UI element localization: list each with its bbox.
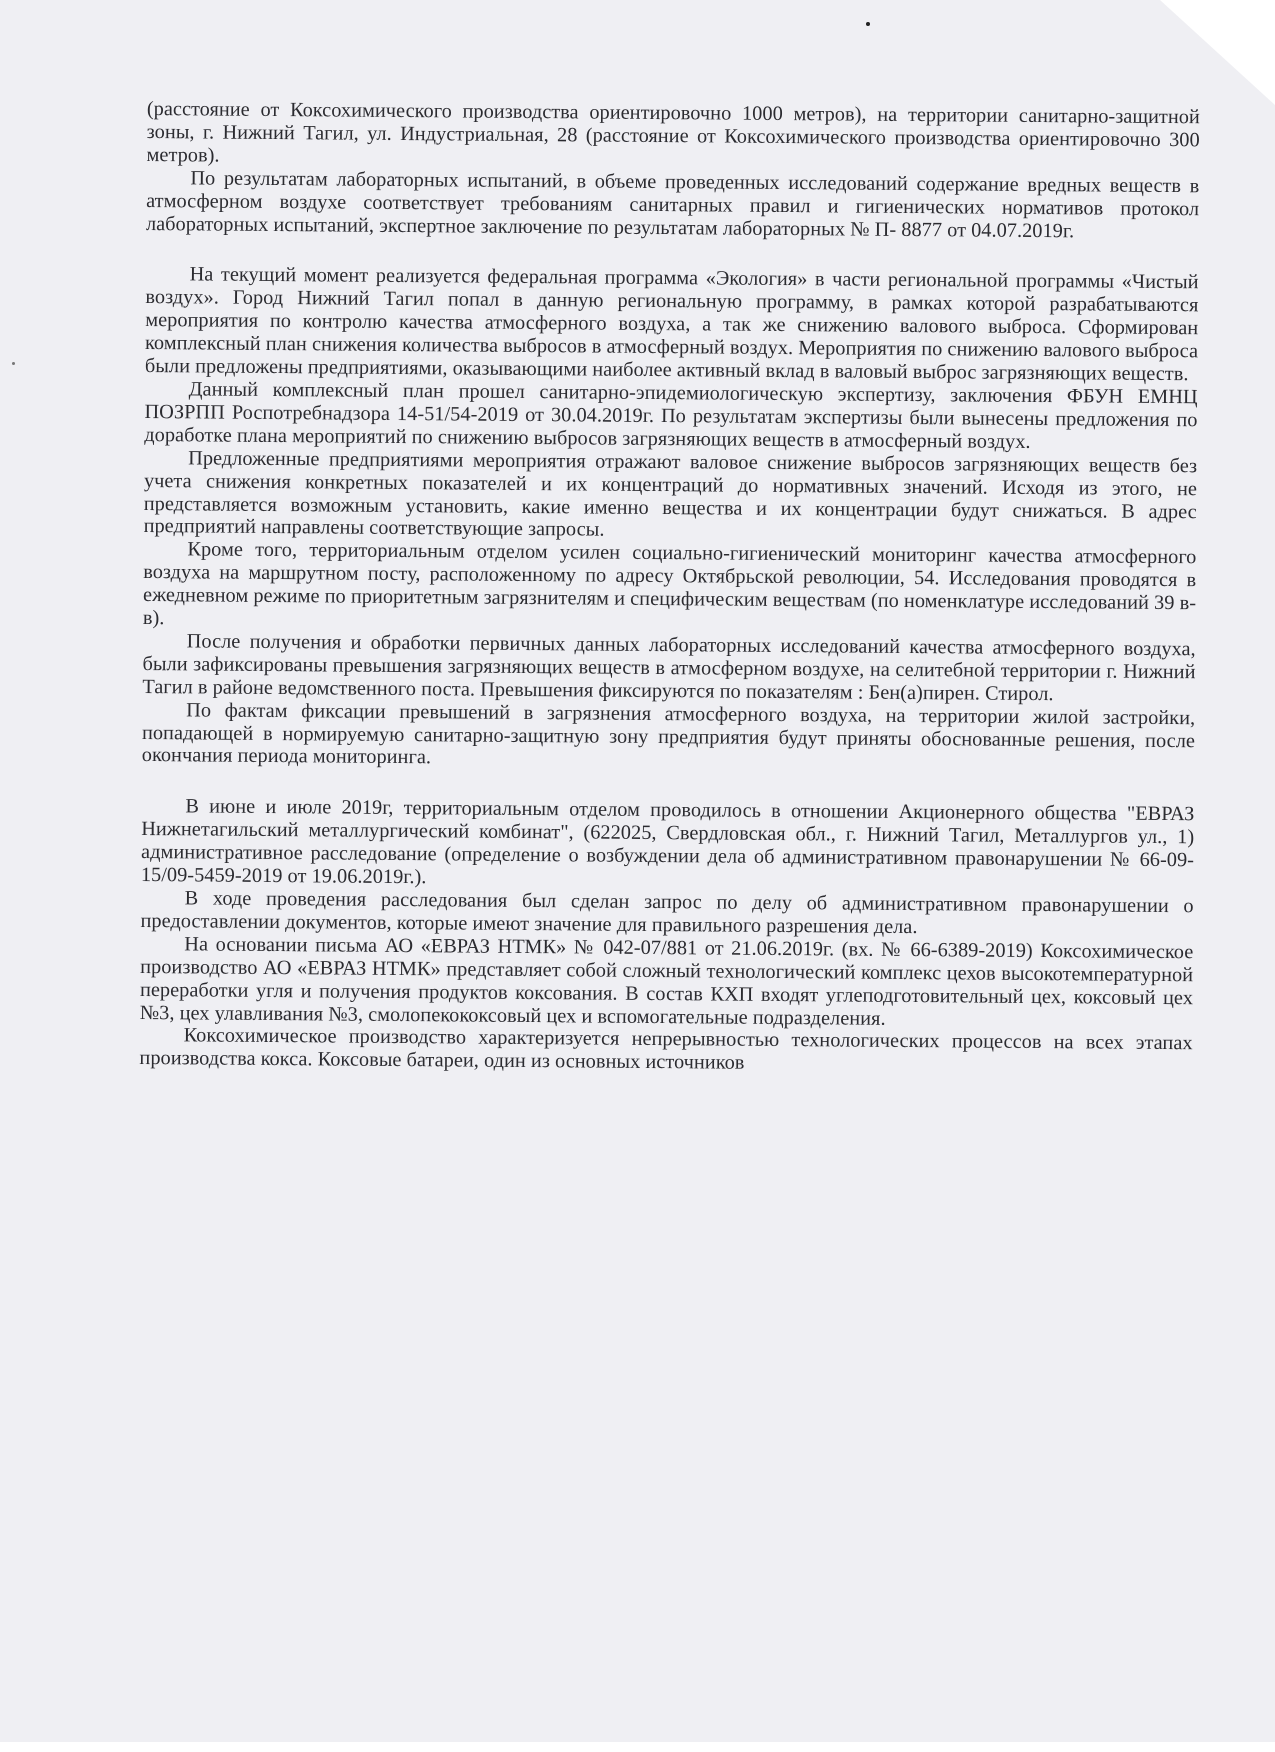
paragraph: В июне и июле 2019г, территориальным отделом проводилось в отношении Акционерного общества "ЕВРАЗ Нижнетагильский металлургический комбинат", (622025, Свердловская обл., г. Нижний Тагил, Металлургов ул., 1) административное расследование (определение о возбуждении дела об административном правонарушении № 66-09-15/09-5459-2019 от 19.06.2019г.).	[140, 795, 1195, 889]
paragraph: На основании письма АО «ЕВРАЗ НТМК» № 042-07/881 от 21.06.2019г. (вх. № 66-6389-2019) Коксохимическое производство АО «ЕВРАЗ НТМК» представляет собой сложный технологический комплекс цехов высокотемпературной переработки угля и получения продуктов коксования. В состав КХП входят углеподготовительный цех, коксовый цех №3, цех улавливания №3, смолопекококсовый цех и вспомогательные подразделения.	[139, 933, 1194, 1030]
scan-speck	[12, 362, 15, 365]
scan-speck	[866, 22, 870, 26]
paragraph: (расстояние от Коксохимического производства ориентировочно 1000 метров), на территории санитарно-защитной зоны, г. Нижний Тагил, ул. Индустриальная, 28 (расстояние от Коксохимического производства ориентировочно 300 метров).	[146, 98, 1200, 167]
folded-corner	[1160, 0, 1275, 105]
document-body	[139, 98, 1200, 1078]
scan-bottom-edge	[0, 1742, 1275, 1752]
paragraph: После получения и обработки первичных данных лабораторных исследований качества атмосферного воздуха, были зафиксированы превышения загрязняющих веществ в атмосферном воздухе, на селитебной территории г. Нижний Тагил в районе ведомственного поста. Превышения фиксируются по показателям : Бен(а)пирен. Стирол.	[142, 630, 1196, 705]
paragraph: В ходе проведения расследования был сделан запрос по делу об административном правонарушении о предоставлении документов, которые имеют значение для правильного разрешения дела.	[140, 887, 1194, 938]
paragraph: Кроме того, территориальным отделом усилен социально-гигиенический мониторинг качества атмосферного воздуха на маршрутном посту, расположенному по адресу Октябрьской революции, 54. Исследования проводятся в ежедневном режиме по приоритетным загрязнителям и специфическим веществам (по номенклатуре исследований 39 в-в).	[142, 538, 1197, 630]
paragraph: По результатам лабораторных испытаний, в объеме проведенных исследований содержание вредных веществ в атмосферном воздухе соответствует требованиям санитарных правил и гигиенических нормативов протокол лабораторных испытаний, экспертное заключение по результатам лабораторных № П- 8877 от 04.07.2019г.	[145, 167, 1200, 242]
paragraph: Данный комплексный план прошел санитарно-эпидемиологическую экспертизу, заключения ФБУН ЕМНЦ ПОЗРПП Роспотребнадзора 14-51/54-2019 от 30.04.2019г. По результатам экспертизы были вынесены предложения по доработке плана мероприятий по снижению выбросов загрязняющих веществ в атмосферный воздух.	[144, 378, 1198, 453]
paragraph: По фактам фиксации превышений в загрязнения атмосферного воздуха, на территории жилой застройки, попадающей в нормируемую санитарно-защитную зону предприятия будут приняты обоснованные решения, после окончания периода мониторинга.	[141, 698, 1196, 769]
paragraph: На текущий момент реализуется федеральная программа «Экология» в части региональной программы «Чистый воздух». Город Нижний Тагил попал в данную региональную программу, в рамках которой разрабатываются мероприятия по контролю качества атмосферного воздуха, а так же снижению валового выброса. Сформирован комплексный план снижения количества выбросов в атмосферный воздух. Мероприятия по снижению валового выброса были предложены предприятиями, оказывающими наиболее активный вклад в валовый выброс загрязняющих веществ.	[144, 263, 1199, 386]
paragraph: Коксохимическое производство характеризуется непрерывностью технологических процессов на всех этапах производства кокса. Коксовые батареи, один из основных источников	[139, 1024, 1193, 1075]
paragraph: Предложенные предприятиями мероприятия отражают валовое снижение выбросов загрязняющих веществ без учета снижения конкретных показателей и их концентраций до нормативных значений. Исходя из этого, не представляется возможным установить, какие именно вещества и их концентрации будут снижаться. В адрес предприятий направлены соответствующие запросы.	[143, 447, 1198, 542]
